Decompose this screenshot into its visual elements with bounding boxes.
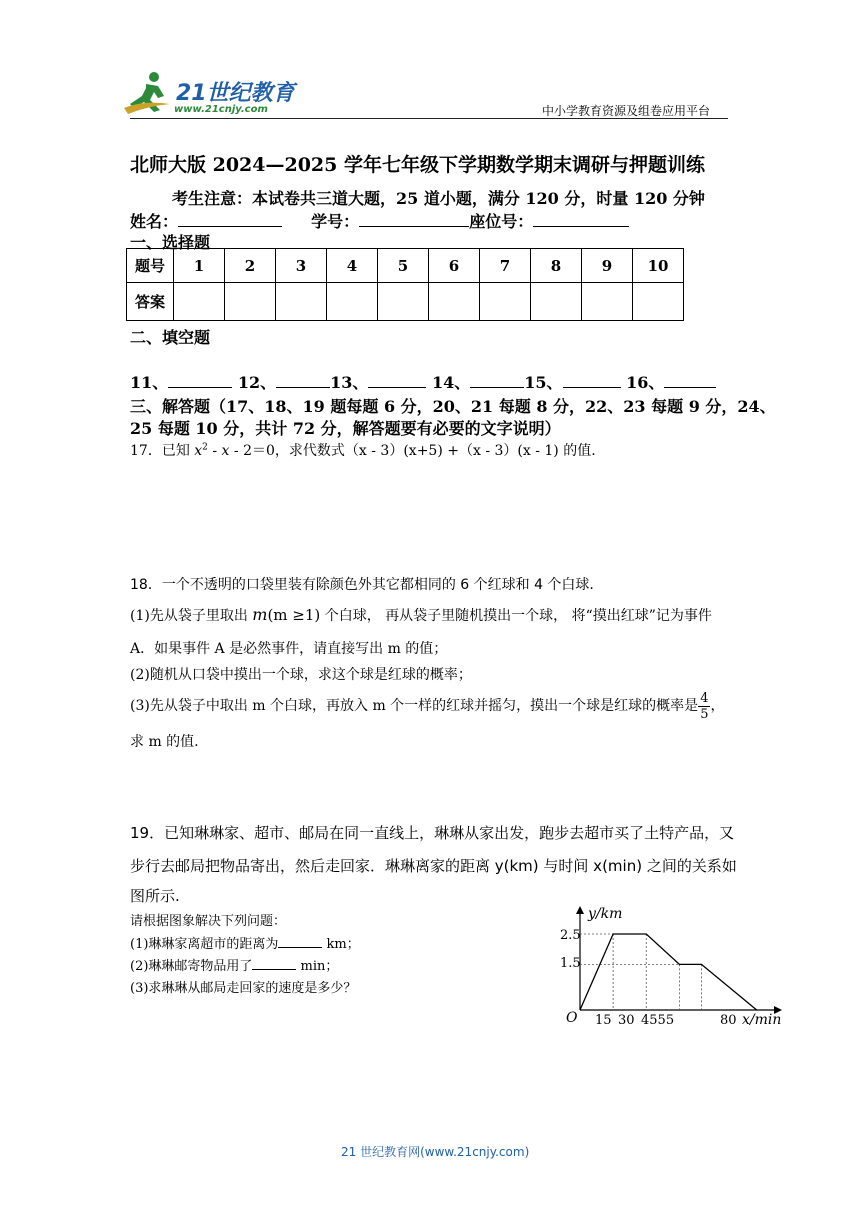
logo-url-text: www.21cnjy.com <box>174 104 268 115</box>
q19-p2-b: min； <box>296 959 339 974</box>
row-label-number: 题号 <box>127 249 174 283</box>
question-18-part3-line2: 求 m 的值. <box>130 734 199 750</box>
answer-cell[interactable] <box>327 283 378 321</box>
fill-item-label: 11、 <box>130 373 169 392</box>
y-axis-label: y/km <box>588 906 623 922</box>
question-number: 10 <box>633 249 684 283</box>
answer-cell[interactable] <box>582 283 633 321</box>
answer-cell[interactable] <box>633 283 684 321</box>
header-divider <box>130 118 728 119</box>
question-19-line2: 步行去邮局把物品寄出，然后走回家．琳琳离家的距离 y(km) 与时间 x(min) 之间的关系如 <box>130 857 737 875</box>
answer-cell[interactable] <box>225 283 276 321</box>
section1-heading: 一、选择题 <box>130 233 211 252</box>
q19-p1-b: km； <box>322 937 360 952</box>
question-number: 7 <box>480 249 531 283</box>
question-18-part1 <box>130 605 712 625</box>
fill-blank[interactable] <box>470 373 524 388</box>
question-17 <box>130 440 596 460</box>
x-tick-label: 4555 <box>641 1013 675 1028</box>
runner-logo-icon <box>124 70 176 116</box>
question-number: 4 <box>327 249 378 283</box>
q19-blank-1[interactable] <box>278 935 322 948</box>
logo <box>124 70 294 120</box>
q17-var-x2: x <box>221 443 230 459</box>
question-18-part1-line2: A．如果事件 A 是必然事件，请直接写出 m 的值； <box>130 641 448 657</box>
q17-minus: - <box>207 443 222 459</box>
id-label: 学号： <box>311 212 360 231</box>
question-19-line3: 图所示. <box>130 887 180 905</box>
page-title: 北师大版 2024—2025 学年七年级下学期数学期末调研与押题训练 <box>130 154 705 176</box>
fill-blank[interactable] <box>563 373 621 388</box>
q18-fraction <box>698 691 710 722</box>
platform-tagline: 中小学教育资源及组卷应用平台 <box>542 104 711 118</box>
question-19-part1 <box>130 933 360 952</box>
id-blank[interactable] <box>359 212 469 227</box>
fill-blank[interactable] <box>368 373 426 388</box>
x-axis-label: x/min <box>742 1012 782 1028</box>
question-number: 9 <box>582 249 633 283</box>
section2-heading: 二、填空题 <box>130 328 211 347</box>
name-label: 姓名： <box>130 212 179 231</box>
y-tick-label: 2.5 <box>560 928 581 943</box>
fill-item-label: 16、 <box>626 373 665 392</box>
distance-series-line <box>580 934 757 1010</box>
question-number: 6 <box>429 249 480 283</box>
q18-condition: (m ≥1) <box>267 606 321 624</box>
q19-p1-a: (1)琳琳家离超市的距离为 <box>130 937 279 952</box>
fill-blank[interactable] <box>168 373 232 388</box>
answer-cell[interactable] <box>480 283 531 321</box>
origin-label: O <box>566 1010 578 1026</box>
question-number: 5 <box>378 249 429 283</box>
q17-prefix: 17．已知 <box>130 443 195 459</box>
fraction-denominator: 5 <box>700 706 709 722</box>
section3-heading-line1: 三、解答题（17、18、19 题每题 6 分，20、21 每题 8 分，22、23 每题 9 分，24、 <box>130 397 776 416</box>
y-axis-arrow-icon <box>576 906 584 914</box>
answer-cell[interactable] <box>378 283 429 321</box>
question-number: 8 <box>531 249 582 283</box>
answer-cell[interactable] <box>276 283 327 321</box>
x-tick-label: 80 <box>720 1013 737 1028</box>
fill-item-label: 13、 <box>330 373 369 392</box>
q18-p1-b: 个白球， 再从袋子里随机摸出一个球， 将“摸出红球”记为事件 <box>320 608 712 624</box>
answer-table <box>126 248 684 321</box>
answer-table-answer-row <box>127 283 684 321</box>
q19-blank-2[interactable] <box>252 957 296 970</box>
answer-cell[interactable] <box>429 283 480 321</box>
q18-p3-end: ， <box>710 698 725 714</box>
distance-time-graph <box>552 900 792 1030</box>
q19-p2-a: (2)琳琳邮寄物品用了 <box>130 959 253 974</box>
answer-table-number-row <box>127 249 684 283</box>
question-19-line4: 请根据图象解决下列问题： <box>130 914 287 929</box>
answer-cell[interactable] <box>174 283 225 321</box>
q17-rest: - 2＝0，求代数式（x - 3）(x+5) +（x - 3）(x - 1) 的值. <box>229 443 596 459</box>
fraction-numerator: 4 <box>700 690 709 706</box>
exam-notice: 考生注意：本试卷共三道大题，25 道小题，满分 120 分，时量 120 分钟 <box>172 189 705 208</box>
seat-label: 座位号： <box>469 212 534 231</box>
x-tick-label: 15 <box>595 1013 612 1028</box>
seat-blank[interactable] <box>533 212 629 227</box>
question-18-stem: 18．一个不透明的口袋里装有除颜色外其它都相同的 6 个红球和 4 个白球. <box>130 577 594 593</box>
fill-item-label: 15、 <box>524 373 563 392</box>
q17-var-x: x <box>194 443 203 459</box>
fill-item-label: 12、 <box>237 373 277 392</box>
student-info <box>130 209 629 232</box>
q18-p1-a: (1)先从袋子里取出 <box>130 608 253 624</box>
q17-exponent: 2 <box>202 442 208 453</box>
footer-text: 21 世纪教育网(www.21cnjy.com) <box>341 1145 530 1159</box>
fill-blank-line <box>130 370 716 393</box>
question-18-part3 <box>130 688 724 724</box>
q18-var-m: m <box>252 605 268 624</box>
question-19-part3: (3)求琳琳从邮局走回家的速度是多少？ <box>130 981 357 996</box>
question-19-line1: 19．已知琳琳家、超市、邮局在同一直线上，琳琳从家出发，跑步去超市买了土特产品，又 <box>130 824 735 842</box>
question-number: 1 <box>174 249 225 283</box>
question-18-part2: (2)随机从口袋中摸出一个球，求这个球是红球的概率； <box>130 667 472 683</box>
name-blank[interactable] <box>178 212 282 227</box>
row-label-answer: 答案 <box>127 283 174 321</box>
question-number: 3 <box>276 249 327 283</box>
answer-cell[interactable] <box>531 283 582 321</box>
fill-blank[interactable] <box>664 373 716 388</box>
section3-heading-line2: 25 每题 10 分，共计 72 分，解答题要有必要的文字说明） <box>130 419 561 438</box>
fill-blank[interactable] <box>276 373 330 388</box>
question-19-part2 <box>130 955 338 974</box>
y-tick-label: 1.5 <box>560 956 581 971</box>
fill-item-label: 14、 <box>432 373 471 392</box>
q18-p3-a: (3)先从袋子中取出 m 个白球，再放入 m 个一样的红球并摇匀，摸出一个球是红球的概率是 <box>130 698 699 714</box>
x-tick-label: 30 <box>618 1013 635 1028</box>
question-number: 2 <box>225 249 276 283</box>
logo-main-text: 21世纪教育 <box>176 81 295 106</box>
